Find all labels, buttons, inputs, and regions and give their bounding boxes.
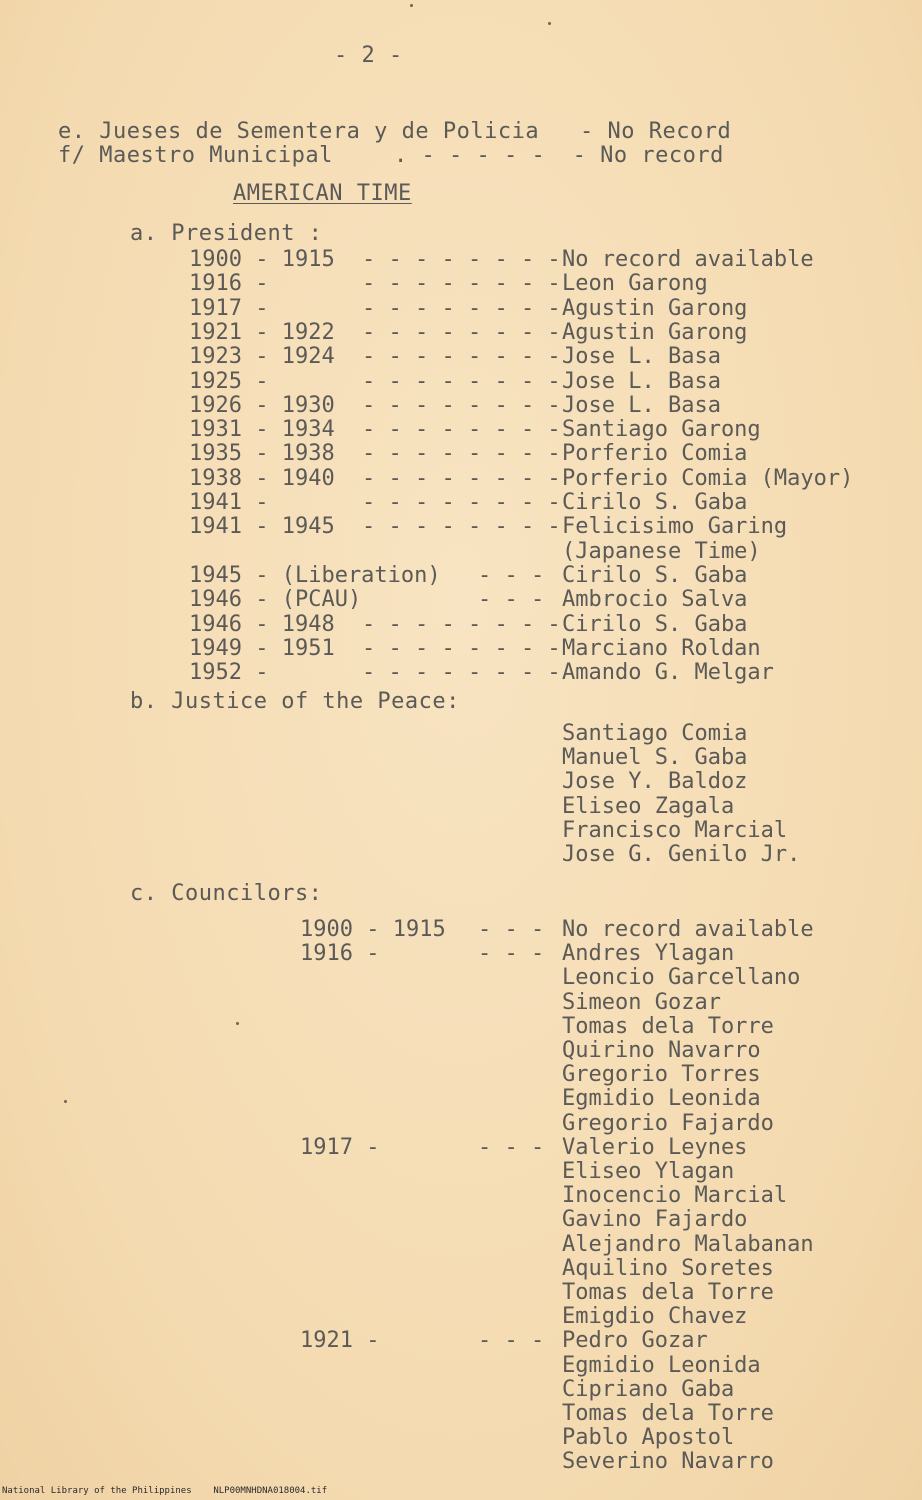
president-name: Marciano Roldan — [562, 636, 761, 661]
leader-dashes: - - - — [478, 563, 545, 588]
leader-dashes: - - - - - - - - — [362, 612, 561, 637]
president-years: 1925 - — [189, 369, 269, 394]
justice-name: Jose Y. Baldoz — [562, 769, 748, 794]
president-name: Felicisimo Garing — [562, 514, 788, 539]
president-years: 1946 - (PCAU) — [189, 587, 362, 612]
leader-dashes: - - - - - - - - — [362, 660, 561, 685]
councilor-name: Quirino Navarro — [562, 1038, 761, 1063]
councilor-name: Eliseo Ylagan — [562, 1159, 735, 1184]
president-years: 1938 - 1940 — [189, 466, 335, 491]
councilor-name: Valerio Leynes — [562, 1135, 748, 1160]
president-years: 1923 - 1924 — [189, 344, 335, 369]
president-name: Agustin Garong — [562, 320, 748, 345]
leader-dashes: - - - - - - - - — [362, 417, 561, 442]
leader-dashes: - - - - - - - - — [362, 271, 561, 296]
footer — [2, 1486, 327, 1497]
paper-speck — [410, 4, 413, 7]
president-years: 1900 - 1915 — [189, 247, 335, 272]
justice-name: Eliseo Zagala — [562, 794, 735, 819]
leader-dashes: - - - — [478, 1328, 545, 1353]
paper-speck — [64, 1100, 67, 1103]
justice-heading: b. Justice of the Peace: — [130, 689, 460, 714]
councilor-name: Andres Ylagan — [562, 941, 735, 966]
footer-file: NLP00MNHDNA018004.tif — [213, 1486, 328, 1496]
president-name: Cirilo S. Gaba — [562, 490, 748, 515]
councilor-years: 1917 - — [300, 1135, 380, 1160]
president-name: Porferio Comia — [562, 441, 748, 466]
leader-dashes: - - - — [478, 917, 545, 942]
president-name: Cirilo S. Gaba — [562, 612, 748, 637]
councilor-name: Gregorio Torres — [562, 1062, 761, 1087]
councilor-years: 1916 - — [300, 941, 380, 966]
president-years: 1926 - 1930 — [189, 393, 335, 418]
president-name: Jose L. Basa — [562, 369, 721, 394]
president-years: 1921 - 1922 — [189, 320, 335, 345]
leader-dashes: - - - - - - - - — [362, 490, 561, 515]
councilor-name: Egmidio Leonida — [562, 1353, 761, 1378]
councilor-name: Simeon Gozar — [562, 990, 721, 1015]
leader-dashes: - - - - - - - - — [362, 296, 561, 321]
councilor-name: No record available — [562, 917, 814, 942]
councilor-years: 1900 - 1915 — [300, 917, 446, 942]
councilor-name: Aquilino Soretes — [562, 1256, 774, 1281]
paper-speck — [236, 1022, 239, 1025]
section-title: AMERICAN TIME — [233, 181, 412, 206]
president-years: 1946 - 1948 — [189, 612, 335, 637]
president-years: 1952 - — [189, 660, 269, 685]
leader-dashes: - - - - - - - - — [362, 344, 561, 369]
councilor-name: Gavino Fajardo — [562, 1207, 748, 1232]
leader-dashes: - - - - - - - - — [362, 466, 561, 491]
justice-name: Francisco Marcial — [562, 818, 788, 843]
councilor-name: Severino Navarro — [562, 1449, 774, 1474]
president-years: 1916 - — [189, 271, 269, 296]
president-name: Porferio Comia (Mayor) — [562, 466, 854, 491]
president-years: 1949 - 1951 — [189, 636, 335, 661]
president-name: Jose L. Basa — [562, 344, 721, 369]
councilors-heading: c. Councilors: — [130, 881, 323, 906]
leader-dashes: - - - — [478, 941, 545, 966]
header-line-e-value: - No Record — [580, 119, 732, 144]
president-name: Agustin Garong — [562, 296, 748, 321]
president-name: (Japanese Time) — [562, 539, 761, 564]
header-line-f-value: . - - - - - - No record — [394, 143, 724, 168]
councilor-name: Leoncio Garcellano — [562, 965, 801, 990]
president-name: No record available — [562, 247, 814, 272]
president-name: Leon Garong — [562, 271, 708, 296]
president-years: 1941 - 1945 — [189, 514, 335, 539]
leader-dashes: - - - - - - - - — [362, 636, 561, 661]
councilor-name: Egmidio Leonida — [562, 1086, 761, 1111]
leader-dashes: - - - — [478, 1135, 545, 1160]
councilor-name: Tomas dela Torre — [562, 1014, 774, 1039]
footer-library: National Library of the Philippines — [2, 1486, 192, 1496]
leader-dashes: - - - - - - - - — [362, 514, 561, 539]
president-name: Amando G. Melgar — [562, 660, 774, 685]
president-name: Santiago Garong — [562, 417, 761, 442]
leader-dashes: - - - - - - - - — [362, 441, 561, 466]
councilor-name: Pedro Gozar — [562, 1328, 708, 1353]
header-line-f-label: f/ Maestro Municipal — [58, 143, 333, 168]
councilor-name: Alejandro Malabanan — [562, 1232, 814, 1257]
councilor-name: Emigdio Chavez — [562, 1304, 748, 1329]
councilor-name: Gregorio Fajardo — [562, 1111, 774, 1136]
leader-dashes: - - - - - - - - — [362, 393, 561, 418]
leader-dashes: - - - - - - - - — [362, 369, 561, 394]
councilor-name: Inocencio Marcial — [562, 1183, 788, 1208]
councilor-name: Tomas dela Torre — [562, 1280, 774, 1305]
councilor-years: 1921 - — [300, 1328, 380, 1353]
justice-name: Manuel S. Gaba — [562, 745, 748, 770]
councilor-name: Tomas dela Torre — [562, 1401, 774, 1426]
president-heading: a. President : — [130, 221, 323, 246]
leader-dashes: - - - — [478, 587, 545, 612]
president-years: 1941 - — [189, 490, 269, 515]
councilor-name: Pablo Apostol — [562, 1425, 735, 1450]
president-years: 1945 - (Liberation) — [189, 563, 441, 588]
president-name: Jose L. Basa — [562, 393, 721, 418]
president-name: Cirilo S. Gaba — [562, 563, 748, 588]
president-name: Ambrocio Salva — [562, 587, 748, 612]
councilor-name: Cipriano Gaba — [562, 1377, 735, 1402]
justice-name: Santiago Comia — [562, 721, 748, 746]
page-number: - 2 - — [334, 43, 403, 68]
president-years: 1917 - — [189, 296, 269, 321]
leader-dashes: - - - - - - - - — [362, 247, 561, 272]
header-line-e-label: e. Jueses de Sementera y de Policia — [58, 119, 540, 144]
president-years: 1935 - 1938 — [189, 441, 335, 466]
justice-name: Jose G. Genilo Jr. — [562, 842, 801, 867]
leader-dashes: - - - - - - - - — [362, 320, 561, 345]
president-years: 1931 - 1934 — [189, 417, 335, 442]
paper-speck — [548, 22, 551, 25]
